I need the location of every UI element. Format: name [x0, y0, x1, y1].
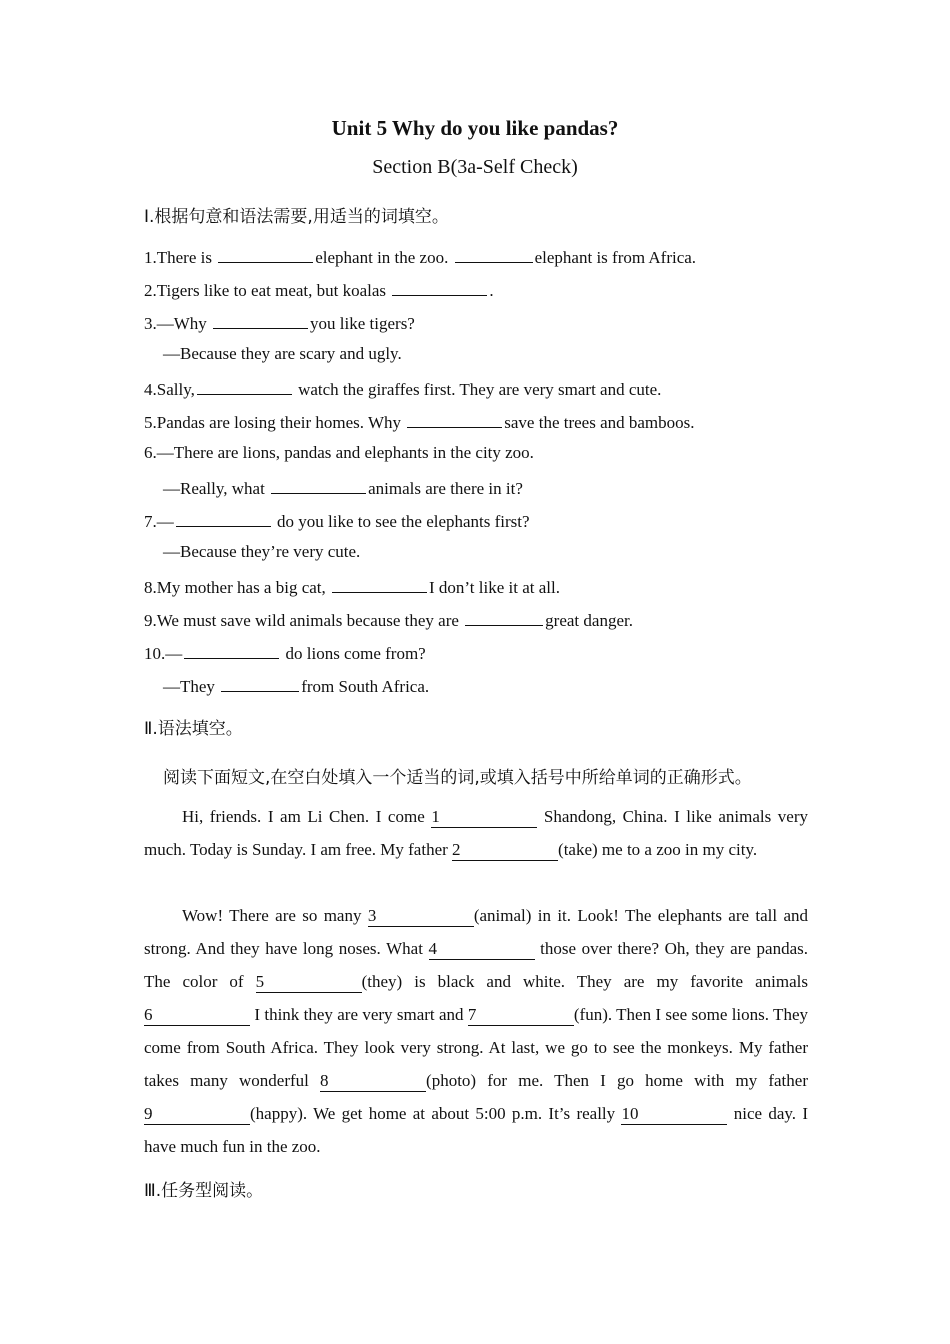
question-3: 3.—Why you like tigers?	[144, 311, 415, 334]
answer-blank[interactable]	[176, 509, 271, 527]
section-3-heading: Ⅲ.任务型阅读。	[144, 1181, 264, 1201]
question-4: 4.Sally, watch the giraffes first. They are very smart and cute.	[144, 377, 661, 400]
question-7-answer: —Because they’re very cute.	[163, 542, 361, 561]
answer-blank[interactable]	[271, 476, 366, 494]
blank-1[interactable]: 1	[431, 807, 537, 828]
blank-7[interactable]: 7	[468, 1005, 574, 1026]
passage-paragraph-1: Hi, friends. I am Li Chen. I come 1 Shandong, China. I like animals very much. Today is Sunday. I am free. My father 2 (take) me to a zoo in my city.	[144, 807, 808, 859]
question-7: 7.— do you like to see the elephants first?	[144, 509, 530, 532]
question-2: 2.Tigers like to eat meat, but koalas .	[144, 278, 494, 301]
section-2-instruction: 阅读下面短文,在空白处填入一个适当的词,或填入括号中所给单词的正确形式。	[163, 768, 752, 788]
answer-blank[interactable]	[332, 575, 427, 593]
question-9: 9.We must save wild animals because they are great danger.	[144, 608, 633, 631]
blank-9[interactable]: 9	[144, 1104, 250, 1125]
question-1: 1.There is elephant in the zoo. elephant is from Africa.	[144, 245, 696, 268]
blank-8[interactable]: 8	[320, 1071, 426, 1092]
blank-2[interactable]: 2	[452, 840, 558, 861]
question-3-answer: —Because they are scary and ugly.	[163, 344, 402, 363]
answer-blank[interactable]	[197, 377, 292, 395]
blank-5[interactable]: 5	[256, 972, 362, 993]
answer-blank[interactable]	[213, 311, 308, 329]
answer-blank[interactable]	[221, 674, 299, 692]
question-10: 10.— do lions come from?	[144, 641, 426, 664]
blank-10[interactable]: 10	[621, 1104, 727, 1125]
section-2-heading: Ⅱ.语法填空。	[144, 719, 243, 739]
question-6: 6.—There are lions, pandas and elephants in the city zoo.	[144, 443, 534, 462]
answer-blank[interactable]	[184, 641, 279, 659]
blank-3[interactable]: 3	[368, 906, 474, 927]
answer-blank[interactable]	[455, 245, 533, 263]
question-6-answer: —Really, what animals are there in it?	[163, 476, 523, 499]
answer-blank[interactable]	[392, 278, 487, 296]
answer-blank[interactable]	[218, 245, 313, 263]
answer-blank[interactable]	[465, 608, 543, 626]
answer-blank[interactable]	[407, 410, 502, 428]
page-subtitle: Section B(3a-Self Check)	[372, 156, 578, 178]
question-8: 8.My mother has a big cat, I don’t like it at all.	[144, 575, 560, 598]
blank-4[interactable]: 4	[429, 939, 535, 960]
section-1-heading: Ⅰ.根据句意和语法需要,用适当的词填空。	[144, 207, 449, 227]
blank-6[interactable]: 6	[144, 1005, 250, 1026]
question-10-answer: —They from South Africa.	[163, 674, 429, 697]
question-5: 5.Pandas are losing their homes. Why save the trees and bamboos.	[144, 410, 695, 433]
page-title: Unit 5 Why do you like pandas?	[331, 116, 619, 140]
passage-paragraph-2: Wow! There are so many 3 (animal) in it. Look! The elephants are tall and strong. And they have long noses. What 4 those over there? Oh, they are pandas. The color of 5 (they) is black and white. They are my favorite animals 6 I think they are very smart and 7 (fun). Then I see some lions. They come from South Africa. They look very strong. At last, we go to see the monkeys. My father takes many wonderful 8 (photo) for me. Then I go home with my father 9 (happy). We get home at about 5:00 p.m. It’s really 10 nice day. I have much fun in the zoo.	[144, 906, 809, 1156]
